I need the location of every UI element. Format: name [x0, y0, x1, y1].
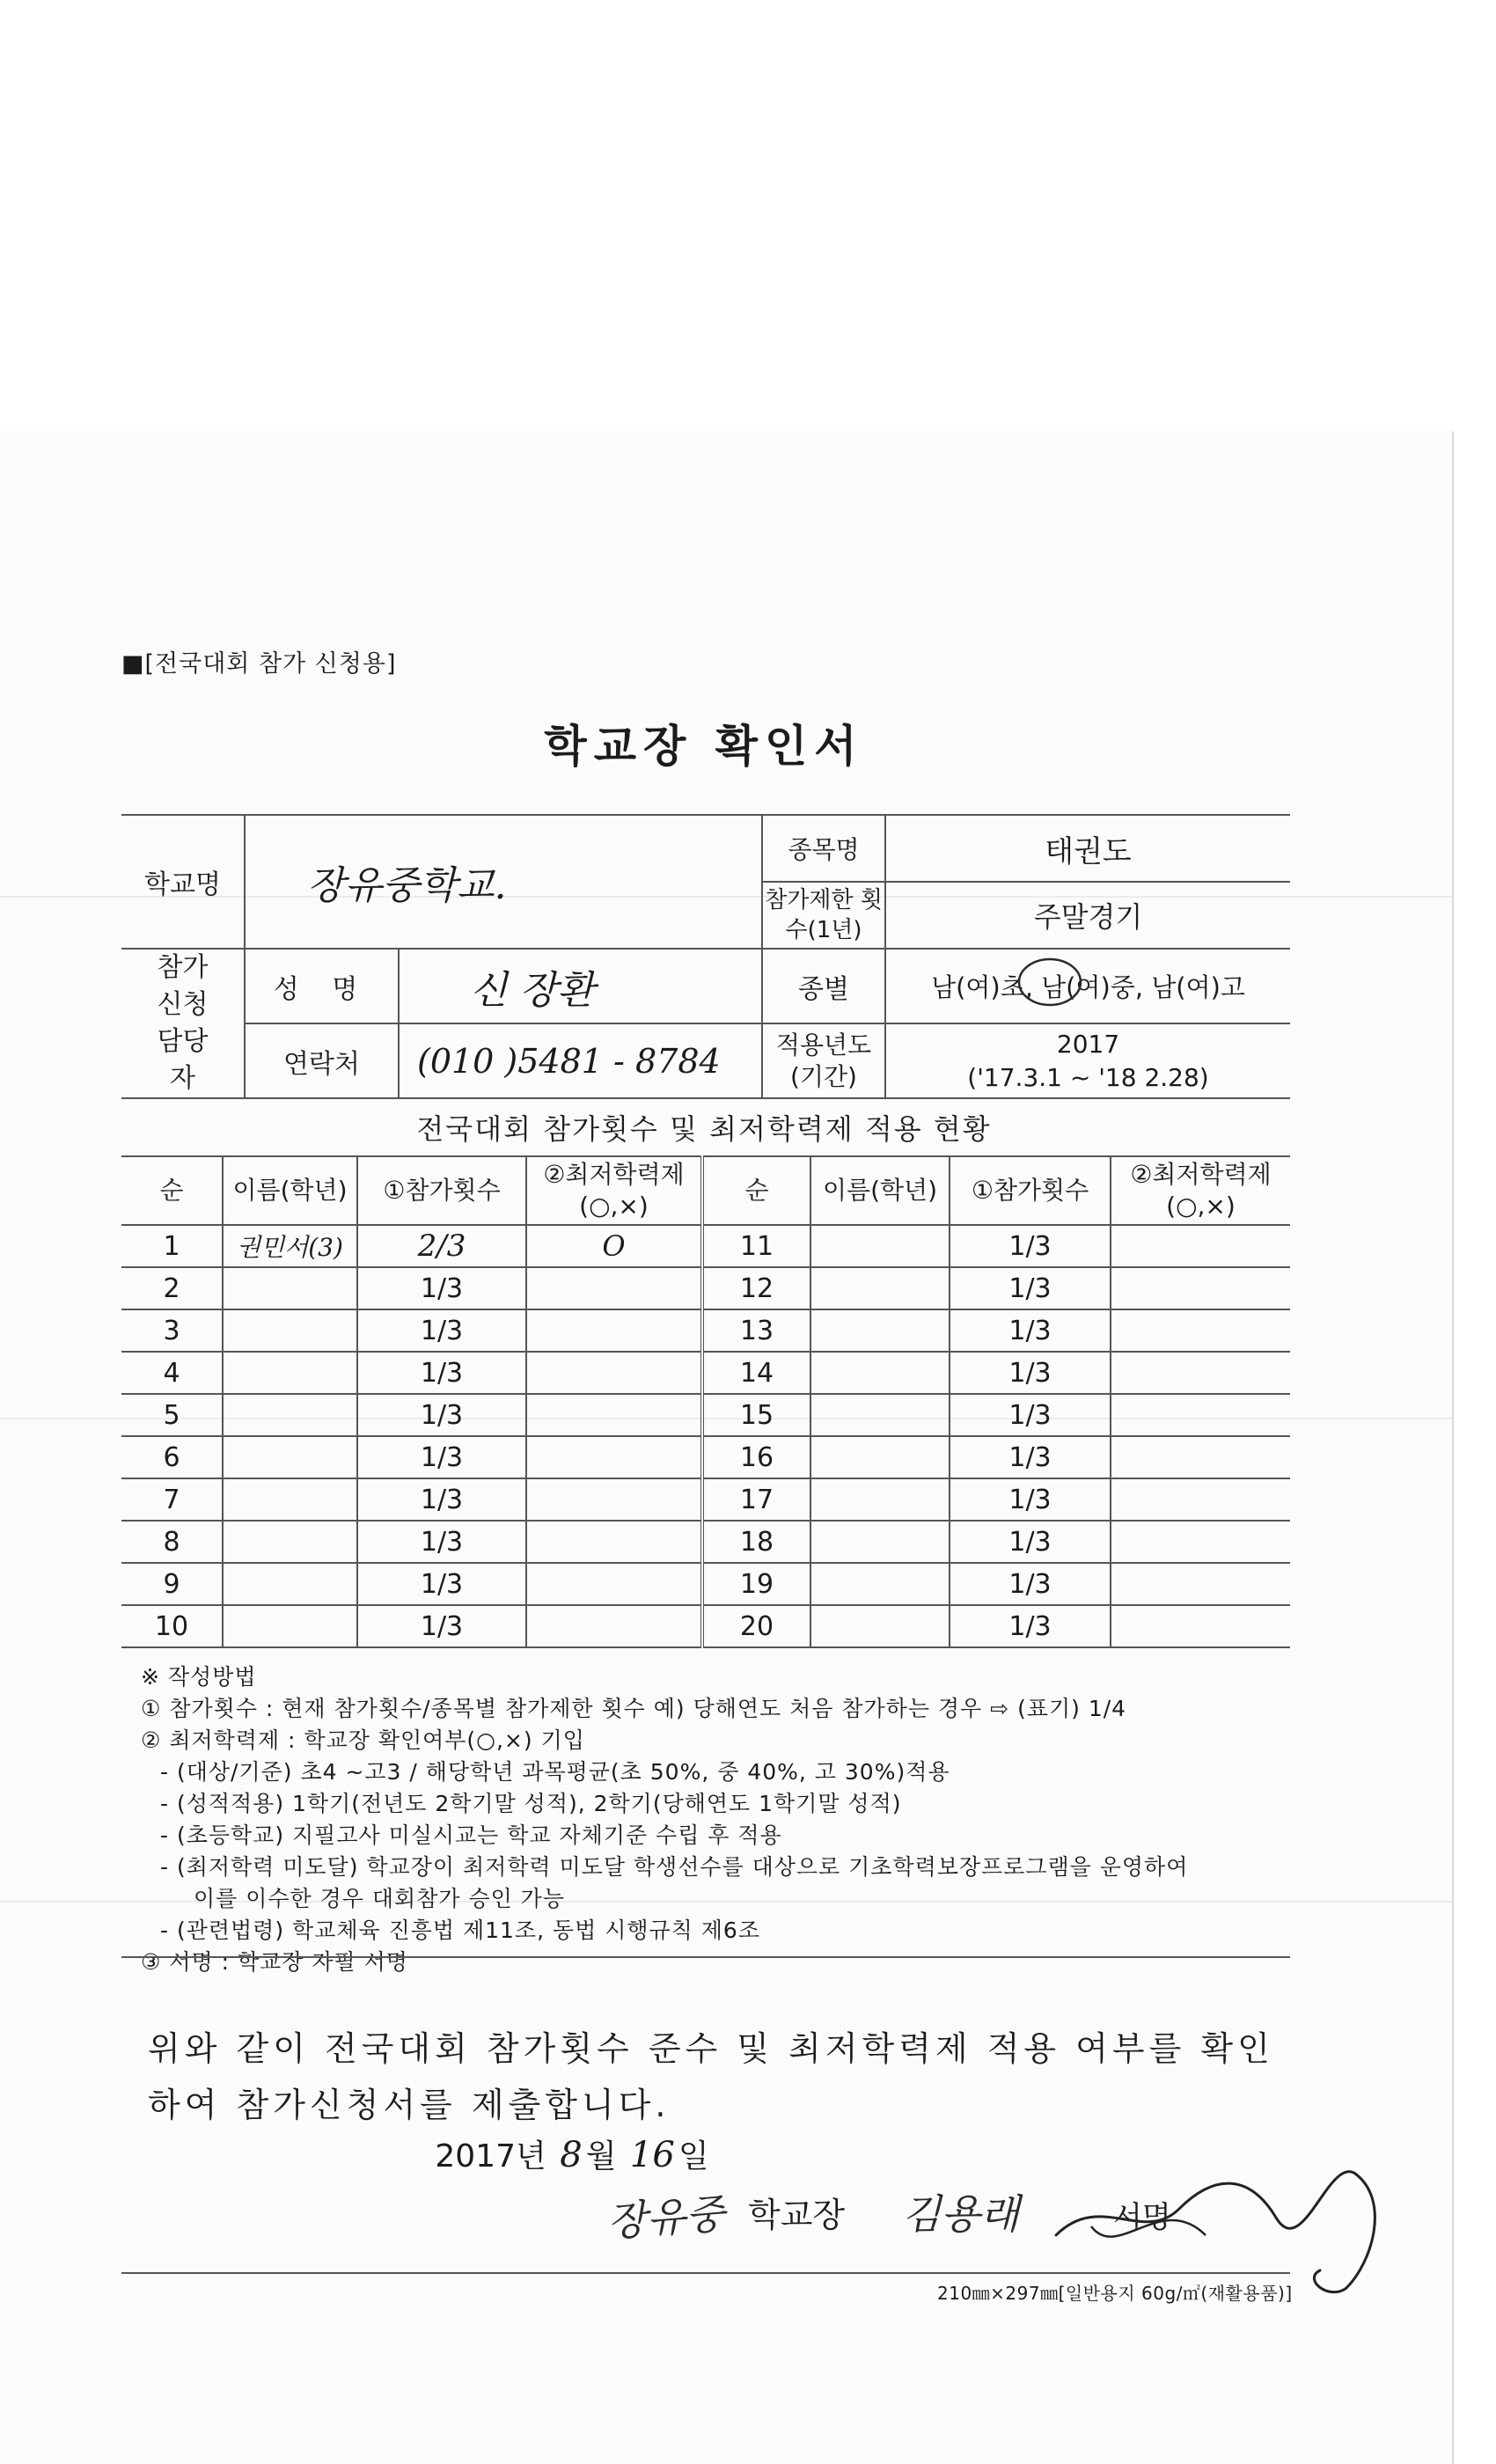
student-name — [810, 1225, 950, 1267]
row-number: 6 — [121, 1436, 223, 1478]
instruction-subitem: - (관련법령) 학교체육 진흥법 제11조, 동법 시행규칙 제6조 — [160, 1918, 760, 1943]
row-number: 14 — [702, 1352, 810, 1394]
row-number: 15 — [702, 1394, 810, 1436]
instruction-subitem: - (대상/기준) 초4 ~고3 / 해당학년 과목평균(초 50%, 중 40%, 고 30%)적용 — [160, 1759, 950, 1785]
row-number: 2 — [121, 1267, 223, 1309]
date-month-unit: 월 — [585, 2138, 617, 2174]
contact-handwritten: (010 )5481 - 8784 — [417, 1041, 721, 1081]
principal-name-handwritten: 김용래 — [902, 2190, 1020, 2238]
school-cell — [245, 815, 762, 949]
header-cell: ①참가횟수 — [357, 1156, 526, 1225]
student-name — [810, 1394, 950, 1436]
date-year: 2017년 — [435, 2138, 546, 2174]
school-signature-handwritten: 장유중 — [605, 2189, 727, 2246]
student-name — [223, 1394, 357, 1436]
student-name — [223, 1352, 357, 1394]
circle-mark — [1016, 955, 1084, 1009]
table-row — [121, 1267, 1290, 1309]
table-row — [121, 1394, 1290, 1436]
row-number: 19 — [702, 1563, 810, 1605]
year-label: 적용년도 (기간) — [762, 1023, 885, 1098]
gender-value: 남(여)초, 남(여)중, 남(여)고 — [931, 972, 1245, 1002]
confirmation-statement — [148, 2020, 1292, 2133]
min-academic-mark — [526, 1605, 702, 1647]
row-number: 12 — [702, 1267, 810, 1309]
instruction-subitem: - (최저학력 미도달) 학교장이 최저학력 미도달 학생선수를 대상으로 기초학력보장프로그램을 운영하여 — [160, 1854, 1189, 1880]
confirmation-line: 위와 같이 전국대회 참가횟수 준수 및 최저학력제 적용 여부를 확인 — [148, 2029, 1274, 2068]
student-name — [223, 1309, 357, 1352]
min-academic-mark — [1111, 1563, 1290, 1605]
date-month-handwritten: 8 — [560, 2135, 583, 2175]
date-day-handwritten: 16 — [629, 2135, 675, 2175]
instructions — [141, 1661, 1302, 1978]
table-row — [121, 1521, 1290, 1563]
student-name — [223, 1563, 357, 1605]
instruction-subitem: 이를 이수한 경우 대회참가 승인 가능 — [194, 1886, 565, 1911]
header-cell: 이름(학년) — [810, 1156, 950, 1225]
student-name — [223, 1436, 357, 1478]
row-number: 18 — [702, 1521, 810, 1563]
row-number: 11 — [702, 1225, 810, 1267]
participation-count: 1/3 — [950, 1605, 1111, 1647]
header-cell: 순 — [121, 1156, 223, 1225]
row-number: 17 — [702, 1478, 810, 1521]
info-table — [121, 814, 1290, 1099]
limit-value: 주말경기 — [885, 882, 1290, 949]
min-academic-mark — [1111, 1352, 1290, 1394]
status-caption: 전국대회 참가횟수 및 최저학력제 적용 현황 — [416, 1112, 992, 1146]
participation-count: 1/3 — [950, 1309, 1111, 1352]
min-academic-mark — [1111, 1521, 1290, 1563]
student-name — [810, 1478, 950, 1521]
min-academic-mark-handwritten: O — [526, 1225, 702, 1267]
date-line — [0, 2131, 1144, 2176]
row-number: 8 — [121, 1521, 223, 1563]
applicant-label: 참가 신청 담당자 — [121, 949, 245, 1098]
participation-count: 1/3 — [950, 1521, 1111, 1563]
participation-count: 1/3 — [357, 1352, 526, 1394]
table-row — [121, 1605, 1290, 1647]
participation-count: 1/3 — [950, 1394, 1111, 1436]
min-academic-mark — [526, 1309, 702, 1352]
student-name — [223, 1605, 357, 1647]
status-table — [121, 1155, 1290, 1648]
row-number: 9 — [121, 1563, 223, 1605]
participation-count: 1/3 — [950, 1478, 1111, 1521]
student-name — [810, 1563, 950, 1605]
confirmation-line: 하여 참가신청서를 제출합니다. — [148, 2086, 671, 2124]
student-name — [810, 1267, 950, 1309]
page-title: 학교장 확인서 — [544, 721, 864, 772]
table-row — [121, 1352, 1290, 1394]
min-academic-mark — [1111, 1478, 1290, 1521]
gender-label: 종별 — [762, 949, 885, 1023]
instruction-subitem: - (초등학교) 지필고사 미실시교는 학교 자체기준 수립 후 적용 — [160, 1822, 782, 1848]
header-cell: 순 — [702, 1156, 810, 1225]
min-academic-mark — [1111, 1309, 1290, 1352]
school-handwritten: 장유중학교. — [307, 863, 507, 908]
participation-count-handwritten: 2/3 — [357, 1225, 526, 1267]
table-row — [121, 1225, 1290, 1267]
header-cell: ②최저학력제 (○,×) — [1111, 1156, 1290, 1225]
table-row — [121, 1478, 1290, 1521]
header-cell: ①참가횟수 — [950, 1156, 1111, 1225]
instructions-heading: ※ 작성방법 — [141, 1664, 257, 1690]
row-number: 7 — [121, 1478, 223, 1521]
row-number: 1 — [121, 1225, 223, 1267]
min-academic-mark — [1111, 1436, 1290, 1478]
student-name — [810, 1521, 950, 1563]
row-number: 20 — [702, 1605, 810, 1647]
min-academic-mark — [526, 1521, 702, 1563]
student-name — [223, 1521, 357, 1563]
participation-count: 1/3 — [950, 1436, 1111, 1478]
header-cell: 이름(학년) — [223, 1156, 357, 1225]
student-name — [810, 1309, 950, 1352]
min-academic-mark — [526, 1563, 702, 1605]
participation-count: 1/3 — [950, 1352, 1111, 1394]
min-academic-mark — [1111, 1225, 1290, 1267]
row-number: 13 — [702, 1309, 810, 1352]
paper-spec-footnote: 210㎜×297㎜[일반용지 60g/㎡(재활용품)] — [937, 2283, 1293, 2304]
document-type-label: ■[전국대회 참가 신청용] — [121, 650, 397, 678]
limit-label: 참가제한 횟수(1년) — [762, 882, 885, 949]
sign-label: 서명 — [1113, 2200, 1171, 2235]
date-day-unit: 일 — [678, 2138, 709, 2174]
header-cell: ②최저학력제 (○,×) — [526, 1156, 702, 1225]
table-row — [121, 1563, 1290, 1605]
participation-count: 1/3 — [357, 1309, 526, 1352]
student-name — [223, 1478, 357, 1521]
student-name — [223, 1267, 357, 1309]
period-value: ('17.3.1 ~ '18 2.28) — [967, 1062, 1209, 1092]
participation-count: 1/3 — [357, 1521, 526, 1563]
student-name — [810, 1436, 950, 1478]
row-number: 3 — [121, 1309, 223, 1352]
event-value: 태권도 — [885, 815, 1290, 882]
instruction-item: ② 최저학력제 : 학교장 확인여부(○,×) 기입 — [141, 1727, 585, 1753]
min-academic-mark — [1111, 1394, 1290, 1436]
row-number: 4 — [121, 1352, 223, 1394]
row-number: 10 — [121, 1605, 223, 1647]
participation-count: 1/3 — [357, 1605, 526, 1647]
instruction-subitem: - (성적적용) 1학기(전년도 2학기말 성적), 2학기(당해연도 1학기말 성적) — [160, 1791, 902, 1816]
student-name-handwritten: 권민서(3) — [223, 1225, 357, 1267]
min-academic-mark — [526, 1352, 702, 1394]
gender-cell — [885, 949, 1290, 1023]
row-number: 5 — [121, 1394, 223, 1436]
school-label: 학교명 — [121, 815, 245, 949]
name-label: 성 명 — [245, 949, 399, 1023]
participation-count: 1/3 — [357, 1267, 526, 1309]
min-academic-mark — [526, 1267, 702, 1309]
min-academic-mark — [526, 1436, 702, 1478]
min-academic-mark — [526, 1394, 702, 1436]
participation-count: 1/3 — [357, 1478, 526, 1521]
participation-count: 1/3 — [357, 1436, 526, 1478]
divider — [121, 1956, 1290, 1958]
participation-count: 1/3 — [357, 1394, 526, 1436]
min-academic-mark — [1111, 1605, 1290, 1647]
row-number: 16 — [702, 1436, 810, 1478]
instruction-item: ③ 서명 : 학교장 자필 서명 — [141, 1949, 408, 1975]
participation-count: 1/3 — [950, 1225, 1111, 1267]
participation-count: 1/3 — [950, 1267, 1111, 1309]
table-row — [121, 1309, 1290, 1352]
participation-count: 1/3 — [950, 1563, 1111, 1605]
table-row — [121, 1436, 1290, 1478]
event-label: 종목명 — [762, 815, 885, 882]
min-academic-mark — [1111, 1267, 1290, 1309]
student-name — [810, 1352, 950, 1394]
name-handwritten: 신 장환 — [470, 967, 595, 1013]
year-value: 2017 — [1056, 1029, 1120, 1059]
principal-label: 학교장 — [748, 2196, 846, 2234]
participation-count: 1/3 — [357, 1563, 526, 1605]
contact-label: 연락처 — [245, 1023, 399, 1098]
principal-line — [748, 2188, 845, 2236]
min-academic-mark — [526, 1478, 702, 1521]
student-name — [810, 1605, 950, 1647]
instruction-item: ① 참가횟수 : 현재 참가횟수/종목별 참가제한 횟수 예) 당해연도 처음 참가하는 경우 ⇨ (표기) 1/4 — [141, 1696, 1127, 1721]
